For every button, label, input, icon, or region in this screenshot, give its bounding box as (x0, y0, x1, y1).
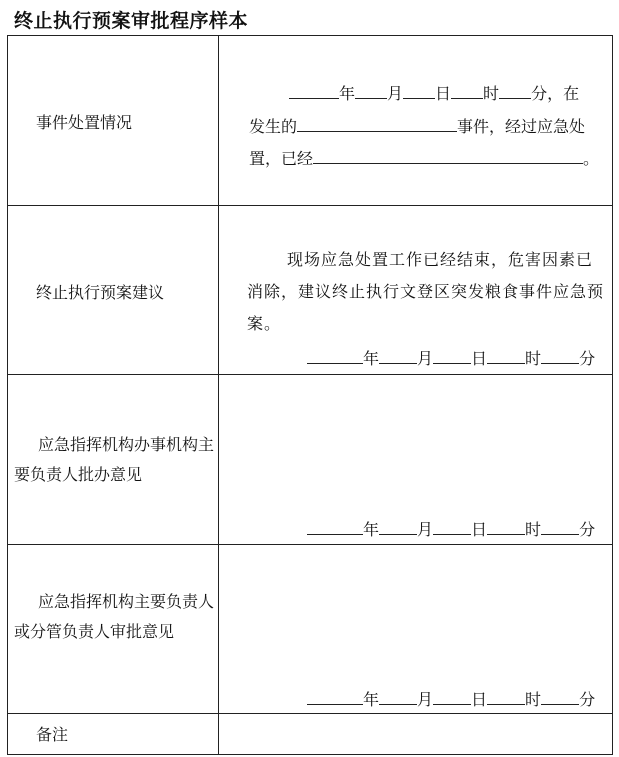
blank-field[interactable] (307, 347, 363, 364)
blank-field[interactable] (379, 347, 417, 364)
blank-field[interactable] (307, 518, 363, 535)
label-cell (8, 36, 219, 206)
blank-field[interactable] (499, 82, 531, 99)
table-row (8, 545, 613, 714)
blank-field[interactable] (313, 147, 583, 164)
content-cell (219, 206, 613, 375)
remarks-cell[interactable] (219, 714, 613, 755)
approval-form-table (7, 35, 613, 755)
page-title: 终止执行预案审批程序样本 (14, 10, 249, 32)
blank-field[interactable] (379, 688, 417, 705)
blank-field[interactable] (355, 82, 387, 99)
row-label: 应急指挥机构办事机构主要负责人批办意见 (14, 435, 215, 484)
row-label: 事件处置情况 (36, 113, 133, 132)
blank-field[interactable] (289, 82, 339, 99)
blank-field[interactable] (433, 518, 471, 535)
content-cell (219, 545, 613, 714)
label-cell (8, 206, 219, 375)
label-cell (8, 545, 219, 714)
blank-field[interactable] (487, 688, 525, 705)
date-line: 年 月 日 时 分 (307, 346, 595, 369)
result-line: 置，已经 。 (249, 149, 600, 168)
date-line: 年 月 日 时 分，在 (289, 81, 579, 104)
event-line: 发生的 事件，经过应急处 (249, 117, 586, 136)
blank-field[interactable] (541, 347, 579, 364)
blank-field[interactable] (433, 688, 471, 705)
row-label: 应急指挥机构主要负责人或分管负责人审批意见 (14, 592, 215, 641)
suggestion-text: 现场应急处置工作已经结束，危害因素已消除，建议终止执行文登区突发粮食事件应急预案。 (247, 250, 605, 333)
blank-field[interactable] (433, 347, 471, 364)
blank-field[interactable] (307, 688, 363, 705)
blank-field[interactable] (541, 518, 579, 535)
content-cell (219, 375, 613, 545)
date-line: 年 月 日 时 分 (307, 517, 595, 540)
blank-field[interactable] (487, 518, 525, 535)
table-row (8, 206, 613, 375)
blank-field[interactable] (403, 82, 435, 99)
date-line: 年 月 日 时 分 (307, 687, 595, 710)
row-label: 终止执行预案建议 (36, 283, 165, 302)
blank-field[interactable] (487, 347, 525, 364)
blank-field[interactable] (379, 518, 417, 535)
blank-field[interactable] (541, 688, 579, 705)
table-row (8, 375, 613, 545)
table-row (8, 714, 613, 755)
table-row (8, 36, 613, 206)
label-cell (8, 714, 219, 755)
content-cell (219, 36, 613, 206)
row-label: 备注 (36, 725, 69, 744)
blank-field[interactable] (297, 115, 457, 132)
blank-field[interactable] (451, 82, 483, 99)
label-cell (8, 375, 219, 545)
